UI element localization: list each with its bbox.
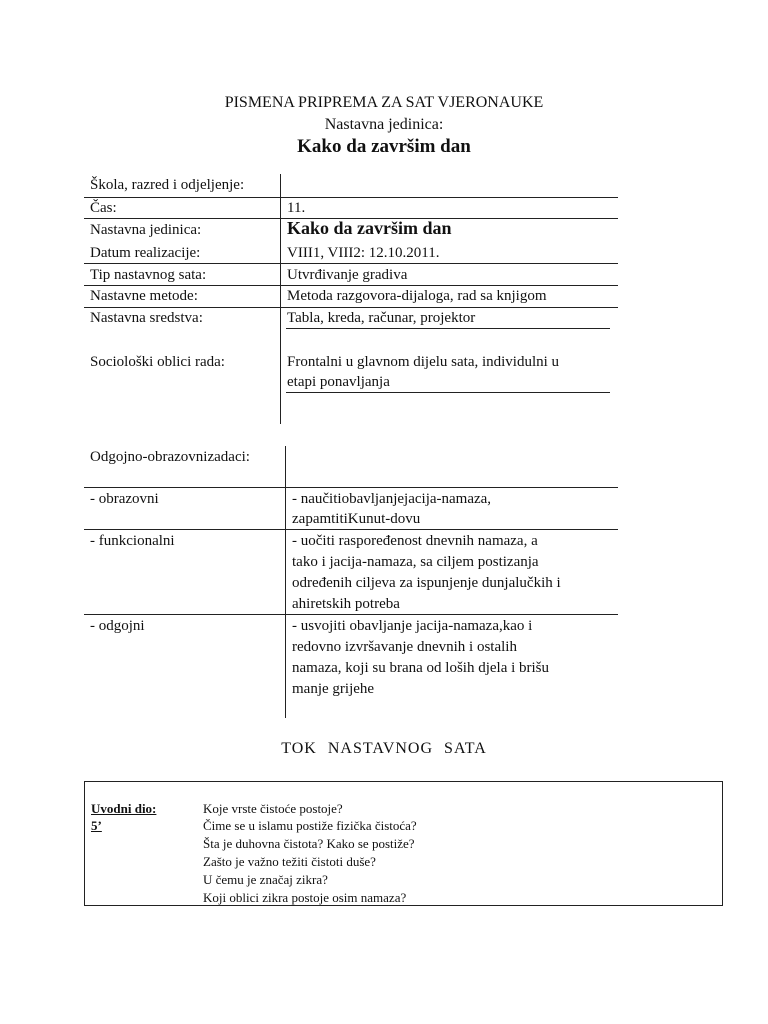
question-item: Šta je duhovna čistota? Kako se postiže? xyxy=(203,836,415,851)
info-table-divider xyxy=(280,174,281,424)
intro-label: Uvodni dio: xyxy=(91,801,157,816)
question-item: Koji oblici zikra postoje osim namaza? xyxy=(203,890,407,905)
functional-line-4: ahiretskih potreba xyxy=(292,596,400,612)
question-item: Koje vrste čistoće postoje? xyxy=(203,801,343,816)
upbringing-line-2: redovno izvršavanje dnevnih i ostalih xyxy=(292,639,517,655)
upbringing-line-4: manje grijehe xyxy=(292,681,375,697)
methods-label: Nastavne metode: xyxy=(90,288,198,304)
lesson-flow-box xyxy=(84,781,723,906)
educational-label: - obrazovni xyxy=(90,491,159,507)
upbringing-line-1: - usvojiti obavljanje jacija-namaza,kao i xyxy=(292,618,533,634)
document-title: PISMENA PRIPREMA ZA SAT VJERONAUKE xyxy=(224,94,544,111)
educational-line-2: zapamtitiKunut-dovu xyxy=(292,511,421,527)
upbringing-label: - odgojni xyxy=(90,618,145,634)
social-value-line-1: Frontalni u glavnom dijelu sata, individulni u xyxy=(287,354,560,370)
functional-line-3: određenih ciljeva za ispunjenje dunjalučkih i xyxy=(292,575,561,591)
functional-line-2: tako i jacija-namaza, sa ciljem postizanja xyxy=(292,554,539,570)
unit-label: Nastavna jedinica: xyxy=(90,222,202,238)
row-separator xyxy=(84,487,618,488)
date-label: Datum realizacije: xyxy=(90,245,201,261)
upbringing-line-3: namaza, koji su brana od loših djela i brišu xyxy=(292,660,550,676)
social-value-line-2: etapi ponavljanja xyxy=(287,374,390,390)
document-subtitle: Nastavna jedinica: xyxy=(324,116,444,133)
hour-value: 11. xyxy=(287,200,306,216)
question-item: Čime se u islamu postiže fizička čistoća? xyxy=(203,818,417,833)
lesson-title: Kako da završim dan xyxy=(297,136,471,157)
methods-value: Metoda razgovora-dijaloga, rad sa knjigom xyxy=(287,288,547,304)
educational-line-1: - naučitiobavljanjejacija-namaza, xyxy=(292,491,492,507)
lesson-flow-title: TOK NASTAVNOG SATA xyxy=(281,740,487,757)
type-value: Utvrđivanje gradiva xyxy=(287,267,408,283)
tools-value: Tabla, kreda, računar, projektor xyxy=(287,310,476,326)
goals-heading: Odgojno-obrazovnizadaci: xyxy=(90,449,250,465)
question-item: Zašto je važno težiti čistoti duše? xyxy=(203,854,376,869)
type-label: Tip nastavnog sata: xyxy=(90,267,207,283)
school-label: Škola, razred i odjeljenje: xyxy=(90,177,245,193)
hour-label: Čas: xyxy=(90,200,117,216)
tools-label: Nastavna sredstva: xyxy=(90,310,203,326)
unit-value: Kako da završim dan xyxy=(287,218,452,238)
social-label: Sociološki oblici rada: xyxy=(90,354,225,370)
question-item: U čemu je značaj zikra? xyxy=(203,872,328,887)
date-value: VIII1, VIII2: 12.10.2011. xyxy=(287,245,440,261)
intro-time: 5’ xyxy=(91,818,102,833)
row-separator xyxy=(84,197,618,198)
functional-line-1: - uočiti raspoređenost dnevnih namaza, a xyxy=(292,533,538,549)
functional-label: - funkcionalni xyxy=(90,533,175,549)
